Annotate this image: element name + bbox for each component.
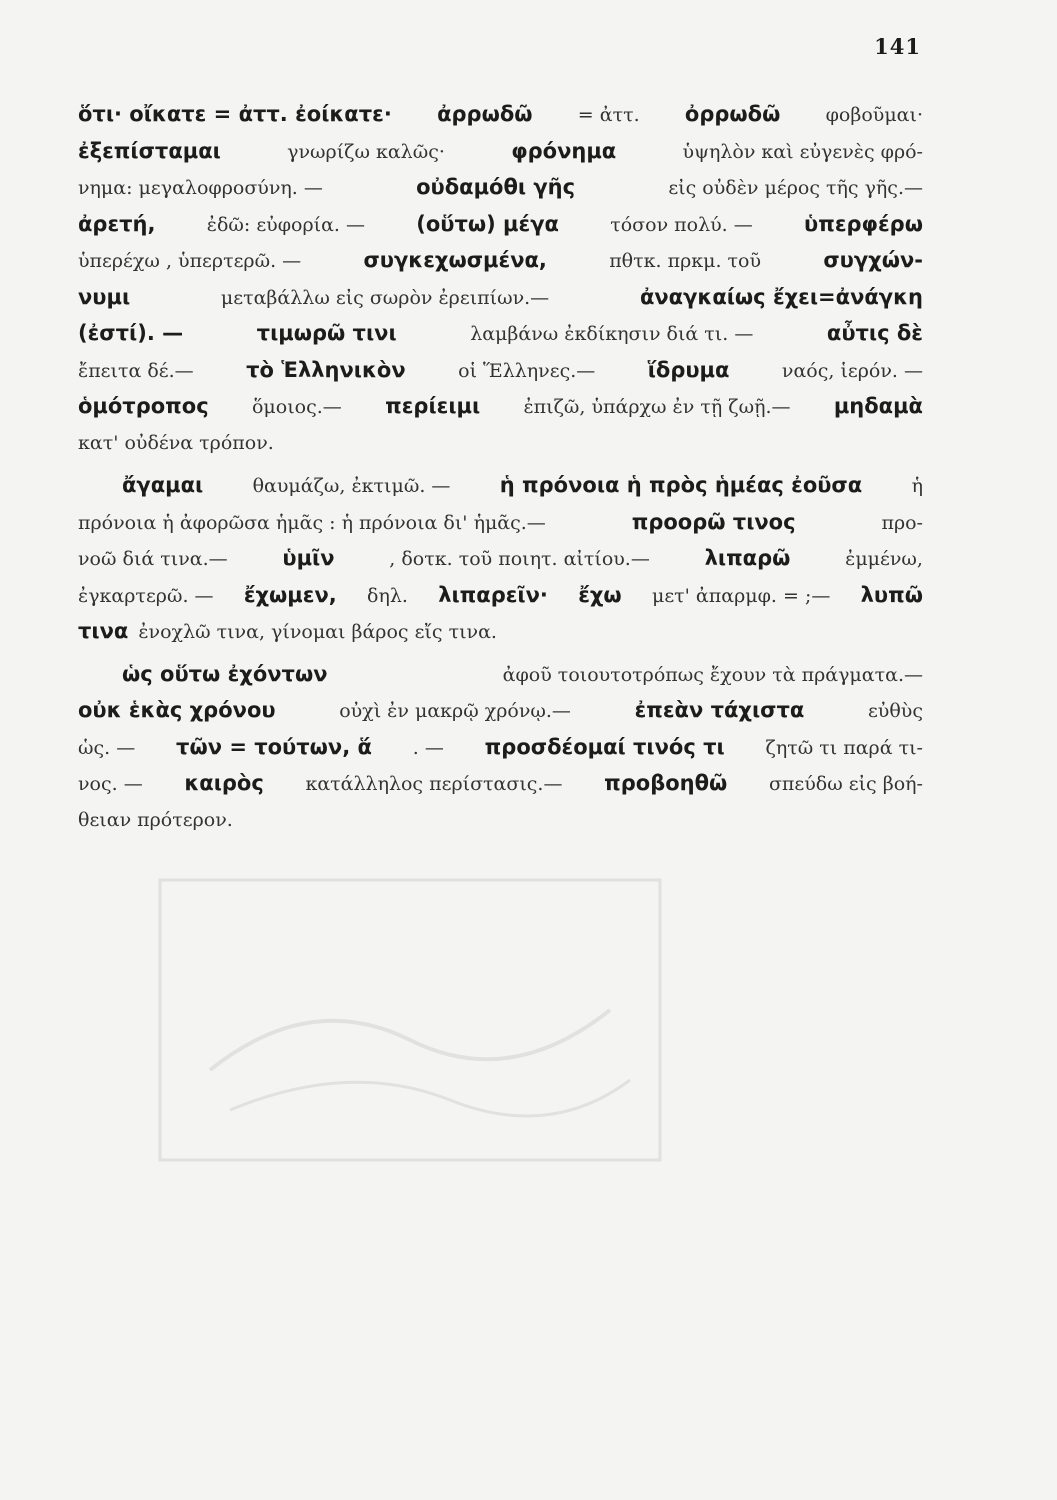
definition-text: φοβοῦμαι·	[825, 104, 923, 126]
text-line	[78, 577, 923, 614]
definition-text: λαμβάνω ἐκδίκησιν διά τι. —	[470, 323, 754, 345]
headword: ἄγαμαι	[122, 473, 204, 497]
definition-text: = ἀττ.	[577, 104, 640, 126]
definition-text: πθτκ. πρκμ. τοῦ	[609, 250, 762, 272]
headword: ὅτι· οἴκατε = ἀττ. ἐοίκατε·	[78, 102, 392, 126]
headword: (οὕτω) μέγα	[416, 211, 559, 236]
headword: ἀρετή,	[78, 211, 156, 236]
definition-text: ὑπερέχω , ὑπερτερῶ. —	[78, 250, 302, 272]
text-line	[78, 315, 923, 352]
headword: μηδαμὰ	[833, 394, 923, 418]
text-line	[78, 765, 923, 802]
definition-text: ἀφοῦ τοιουτοτρόπως ἔχουν τὰ πράγματα.—	[502, 663, 923, 686]
headword: ὁμότροπος	[78, 394, 209, 418]
headword: οὐδαμόθι γῆς	[416, 175, 576, 199]
definition-text: ζητῶ τι παρά τι-	[765, 736, 923, 759]
headword: (ἐστί). —	[78, 321, 184, 345]
definition-text: εἰς οὐδὲν μέρος τῆς γῆς.—	[668, 177, 923, 199]
headword: συγχών-	[823, 248, 923, 272]
headword: τὸ Ἑλληνικὸν	[246, 357, 406, 382]
definition-text: πρόνοια ἡ ἀφορῶσα ἡμᾶς : ἡ πρόνοια δι' ἡμᾶς.—	[78, 511, 546, 534]
headword: συγκεχωσμένα,	[363, 248, 547, 272]
definition-text: ἐνοχλῶ τινα, γίνομαι βάρος εἴς τινα.	[138, 621, 497, 643]
headword: ἀρρωδῶ	[437, 102, 533, 126]
definition-text: ναός, ἱερόν. —	[781, 359, 923, 382]
headword: προορῶ τινος	[631, 509, 796, 534]
headword: καιρὸς	[184, 771, 264, 795]
definition-text: οὐχὶ ἐν μακρῷ χρόνῳ.—	[339, 700, 571, 722]
headword: οὐκ ἑκὰς χρόνου	[78, 698, 276, 722]
headword: ὑμῖν	[282, 546, 335, 570]
definition-text: γνωρίζω καλῶς·	[287, 140, 445, 163]
definition-text: ὡς. —	[78, 736, 136, 759]
headword: τιμωρῶ τινι	[256, 321, 397, 345]
definition-text: κατάλληλος περίστασις.—	[305, 773, 563, 795]
definition-text: νοῶ διά τινα.—	[78, 548, 228, 570]
text-line	[78, 133, 923, 170]
text-line	[78, 613, 923, 650]
definition-text: . —	[412, 736, 444, 759]
definition-text: μετ' ἀπαρμφ. = ;—	[651, 584, 831, 607]
headword: λιπαρῶ	[704, 546, 791, 570]
definition-text: ἡ	[911, 475, 923, 497]
headword: ἐπεὰν τάχιστα	[634, 698, 805, 722]
text-line	[78, 656, 923, 693]
text-line	[78, 96, 923, 133]
definition-text: ἐγκαρτερῶ. —	[78, 584, 214, 607]
definition-text: οἱ Ἕλληνες.—	[458, 359, 596, 382]
headword: ἐξεπίσταμαι	[78, 138, 221, 163]
headword: ἔχω	[578, 582, 622, 607]
headword: ὡς οὕτω ἐχόντων	[122, 661, 328, 686]
text-line	[78, 242, 923, 279]
headword: λυπῶ	[860, 582, 923, 607]
headword: φρόνημα	[511, 138, 617, 163]
text-line	[78, 388, 923, 425]
headword: ἵδρυμα	[647, 357, 730, 382]
headword: νυμι	[78, 284, 131, 309]
text-line	[78, 279, 923, 316]
definition-text: ἐμμένω,	[845, 548, 923, 570]
headword: τῶν = τούτων, ἅ	[176, 734, 372, 759]
text-line	[78, 206, 923, 243]
headword: ἀναγκαίως ἔχει=ἀνάγκη	[639, 284, 923, 309]
definition-text: ἐπιζῶ, ὑπάρχω ἐν τῇ ζωῇ.—	[523, 396, 791, 418]
definition-text: σπεύδω εἰς βοή-	[768, 773, 923, 795]
definition-text: , δοτκ. τοῦ ποιητ. αἰτίου.—	[389, 548, 650, 570]
definition-text: δηλ.	[367, 584, 408, 607]
headword: ἡ πρόνοια ἡ πρὸς ἡμέας ἐοῦσα	[499, 473, 863, 497]
text-line	[78, 467, 923, 504]
definition-text: κατ' οὐδένα τρόπον.	[78, 431, 274, 454]
page-number: 141	[874, 34, 921, 59]
definition-text: εὐθὺς	[867, 700, 923, 722]
text-line	[78, 352, 923, 389]
headword: περίειμι	[385, 394, 481, 418]
headword: τινα	[78, 619, 129, 643]
definition-text: μεταβάλλω εἰς σωρὸν ἐρειπίων.—	[220, 286, 550, 309]
definition-text: ἔπειτα δέ.—	[78, 359, 194, 382]
headword: ὑπερφέρω	[804, 211, 923, 236]
headword: προσδέομαί τινός τι	[484, 734, 725, 759]
text-line	[78, 425, 923, 462]
text-line	[78, 802, 923, 839]
definition-text: νος. —	[78, 773, 143, 795]
text-line	[78, 504, 923, 541]
text-line	[78, 692, 923, 729]
headword: προβοηθῶ	[604, 771, 728, 795]
definition-text: ὅμοιος.—	[251, 396, 342, 418]
faint-background-stamp	[150, 870, 670, 1170]
headword: λιπαρεῖν·	[438, 582, 548, 607]
definition-text: προ-	[881, 511, 923, 534]
definition-text: θειαν πρότερον.	[78, 808, 233, 831]
definition-text: ἐδῶ: εὐφορία. —	[206, 213, 365, 236]
headword: ὀρρωδῶ	[684, 102, 781, 126]
definition-text: τόσον πολύ. —	[610, 213, 753, 236]
definition-text: θαυμάζω, ἐκτιμῶ. —	[252, 475, 451, 497]
definition-text: ὑψηλὸν καὶ εὐγενὲς φρό-	[682, 140, 923, 163]
text-line	[78, 169, 923, 206]
text-line	[78, 540, 923, 577]
headword: αὖτις δὲ	[826, 321, 923, 345]
text-line	[78, 729, 923, 766]
glossary-text	[78, 96, 923, 838]
headword: ἔχωμεν,	[243, 582, 337, 607]
definition-text: νημα: μεγαλοφροσύνη. —	[78, 177, 323, 199]
